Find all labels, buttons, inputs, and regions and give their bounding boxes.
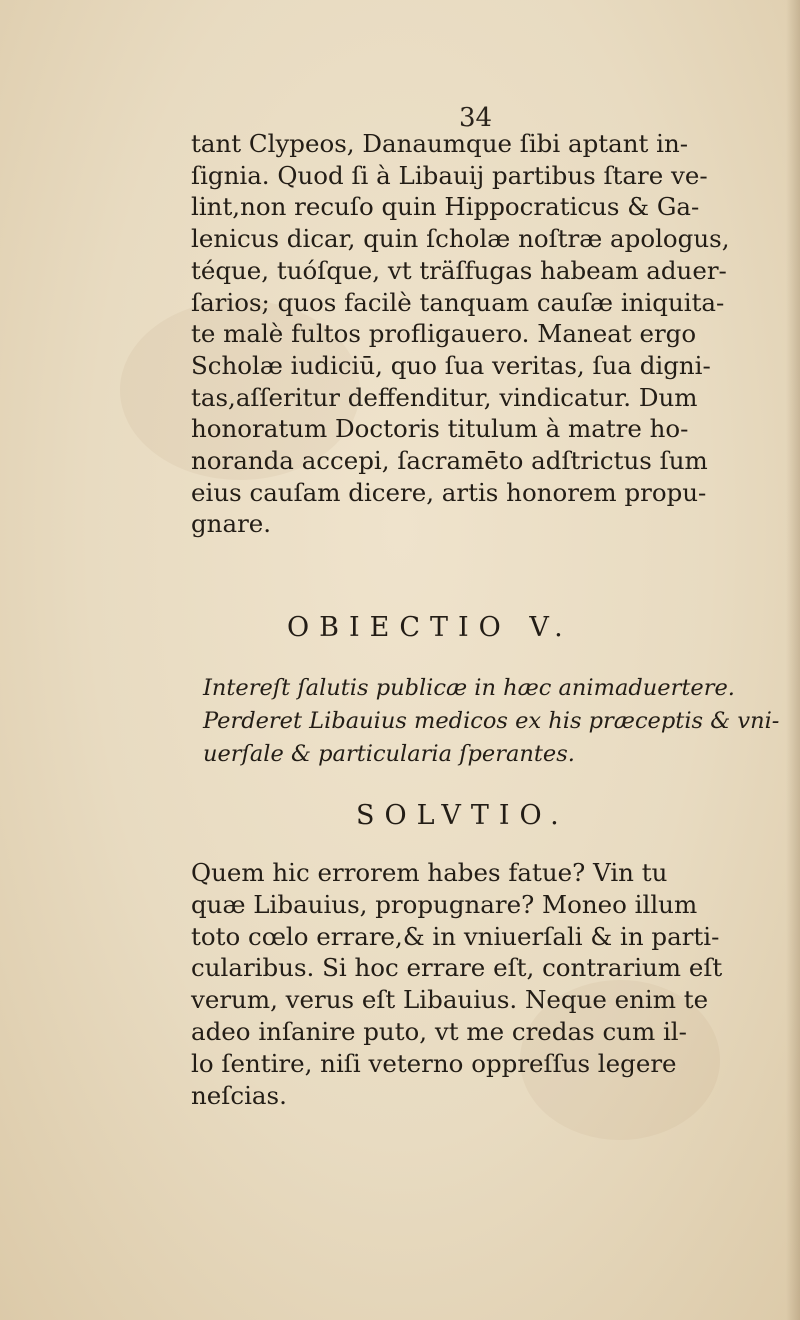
text-line: adeo inſanire puto, vt me credas cum il-	[191, 1016, 687, 1046]
text-line: cularibus. Si hoc errare eſt, contrarium eſt	[191, 953, 723, 983]
text-line: eius cauſam dicere, artis honorem propu-	[191, 477, 707, 507]
text-line: Scholæ iudiciū, quo ſua veritas, ſua digni-	[191, 350, 711, 380]
text-line: uerſale & particularia ſperantes.	[203, 741, 575, 767]
page-number: 34	[459, 103, 493, 133]
paragraph-2	[191, 857, 781, 1111]
text-line: noranda accepi, ſacramēto adſtrictus ſum	[191, 446, 708, 476]
heading-objectio: OBIECTIO V.	[287, 612, 573, 643]
text-line: Intereſt ſalutis publicæ in hæc animaduertere.	[203, 675, 735, 701]
text-line: lo ſentire, niſi veterno oppreſſus legere	[191, 1048, 677, 1078]
text-line: Quem hic errorem habes fatue? Vin tu	[191, 858, 668, 887]
text-line: lenicus dicar, quin ſcholæ noſtræ apologus,	[191, 224, 730, 254]
text-line: tas,aſſeritur deffenditur, vindicatur. Dum	[191, 382, 698, 412]
text-line: te malè fultos profligauero. Maneat ergo	[191, 319, 697, 349]
objection-text	[203, 672, 779, 771]
text-line: verum, verus eſt Libauius. Neque enim te	[191, 985, 709, 1015]
text-line: lint,non recuſo quin Hippocraticus & Ga-	[191, 192, 700, 222]
text-line: téque, tuóſque, vt träſfugas habeam aduer-	[191, 255, 727, 285]
page-edge-shadow	[786, 0, 800, 1320]
text-line: neſcias.	[191, 1080, 287, 1110]
paragraph-1	[191, 128, 781, 540]
text-line: toto cœlo errare,& in vniuerſali & in parti-	[191, 921, 720, 951]
text-line: quæ Libauius, propugnare? Moneo illum	[191, 889, 698, 919]
text-line: honoratum Doctoris titulum à matre ho-	[191, 414, 689, 444]
text-line: ſarios; quos facilè tanquam cauſæ iniquita-	[191, 287, 725, 317]
text-line: tant Clypeos, Danaumque ſibi aptant in-	[191, 129, 689, 158]
text-line: gnare.	[191, 509, 272, 539]
text-line: ſignia. Quod ſi à Libauij partibus ſtare ve-	[191, 160, 708, 190]
text-line: Perderet Libauius medicos ex his præceptis & vni-	[203, 708, 780, 734]
heading-solutio: SOLVTIO.	[356, 800, 569, 831]
